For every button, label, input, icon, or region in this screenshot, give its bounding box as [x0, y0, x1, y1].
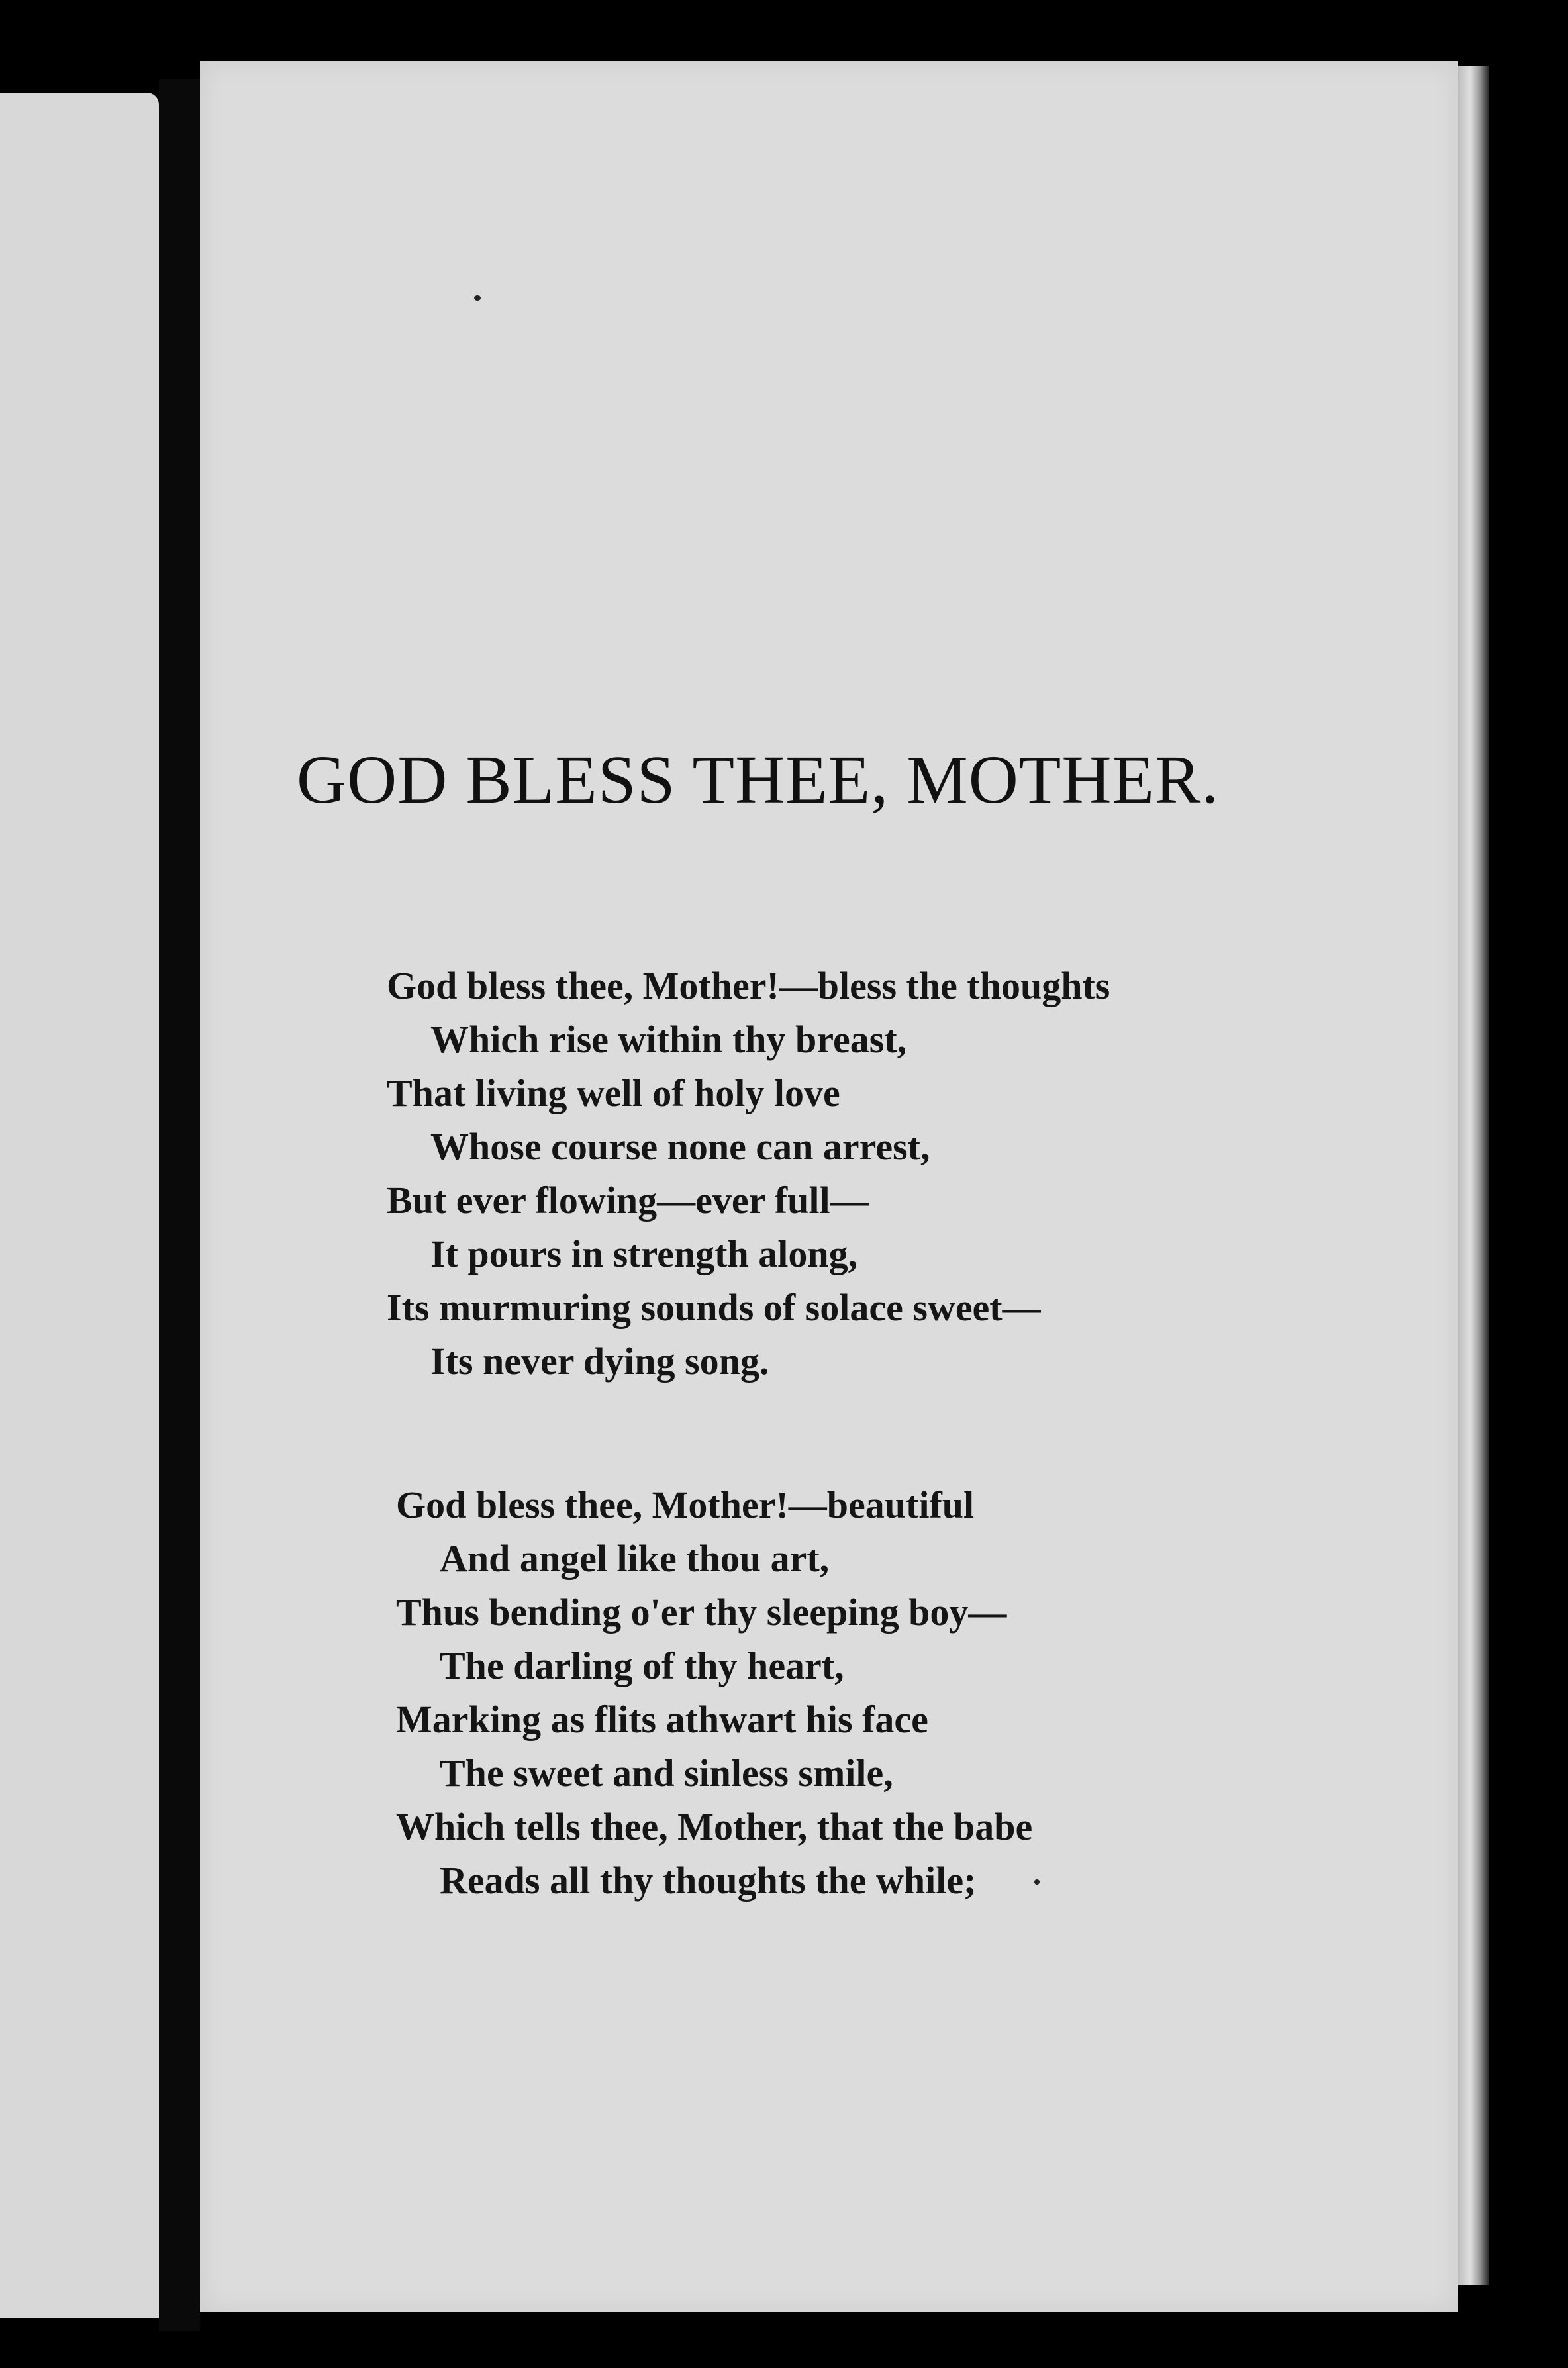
poem-line: God bless thee, Mother!—bless the thoughts: [387, 964, 1110, 1007]
poem-line: Which tells thee, Mother, that the babe: [396, 1805, 1033, 1848]
poem-line: Marking as flits athwart his face: [396, 1698, 928, 1741]
book-gutter: [159, 79, 200, 2331]
ink-speck: [474, 295, 481, 301]
poem-line: Whose course none can arrest,: [430, 1125, 930, 1168]
stanza-1: [387, 959, 1181, 1388]
poem-line: Thus bending o'er thy sleeping boy—: [396, 1591, 1007, 1634]
poem-line: The sweet and sinless smile,: [440, 1751, 893, 1795]
poem-line: It pours in strength along,: [430, 1232, 858, 1275]
page-edge: [1458, 66, 1489, 2285]
poem-line: The darling of thy heart,: [440, 1644, 844, 1687]
poem-line: That living well of holy love: [387, 1071, 840, 1114]
poem-line: Reads all thy thoughts the while;: [440, 1859, 977, 1902]
poem-title: GOD BLESS THEE, MOTHER.: [297, 742, 1220, 818]
poem-line: But ever flowing—ever full—: [387, 1179, 869, 1222]
stanza-2: [396, 1478, 1191, 1907]
poem-line: Its never dying song.: [430, 1340, 769, 1383]
poem-line: God bless thee, Mother!—beautiful: [396, 1483, 975, 1526]
poem-line: And angel like thou art,: [440, 1537, 830, 1580]
poem-line: Which rise within thy breast,: [430, 1018, 907, 1061]
facing-page: [0, 93, 159, 2318]
poem-line: Its murmuring sounds of solace sweet—: [387, 1286, 1041, 1329]
